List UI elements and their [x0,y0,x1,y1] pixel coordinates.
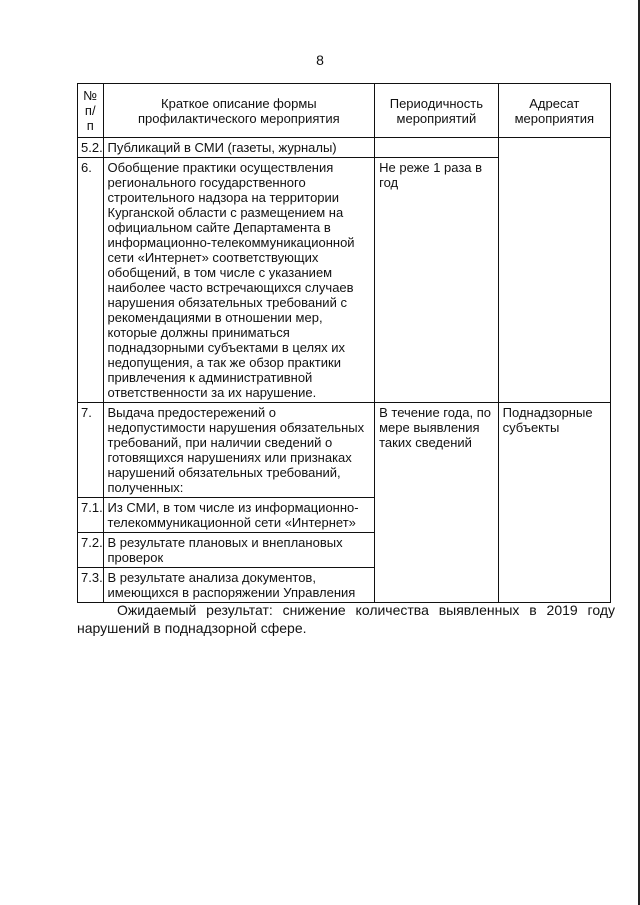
table-row [78,403,611,498]
header-num: № п/п [78,84,104,138]
row-periodicity-empty [375,138,499,158]
row-description: Выдача предостережений о недопустимости нарушения обязательных требований, при наличии сведений о готовящихся нарушениях или признаках нарушений обязательных требований, полученных: [103,403,375,498]
measures-table [77,83,611,603]
row-periodicity: В течение года, по мере выявления таких сведений [375,403,499,603]
expected-result-text: Ожидаемый результат: снижение количества выявленных в 2019 году нарушений в поднадзорной сфере. [77,602,615,636]
row-num: 7.1. [78,498,104,533]
header-description: Краткое описание формы профилактического мероприятия [103,84,375,138]
row-description: В результате плановых и внеплановых проверок [103,533,375,568]
header-periodicity: Периодичность мероприятий [375,84,499,138]
row-description: Обобщение практики осуществления регионального государственного строительного надзора на территории Курганской области с размещением на официальном сайте Департамента в информационно-телекоммуникационной сети «Интернет» соответствующих обобщений, в том числе с указанием наиболее часто встречающихся случаев нарушения обязательных требований с рекомендациями в отношении мер, которые должны приниматься поднадзорными субъектами в целях их недопущения, а так же обзор практики привлечения к административной ответственности за их нарушение. [103,158,375,403]
header-addressee: Адресат мероприятия [498,84,610,138]
row-periodicity: Не реже 1 раза в год [375,158,499,403]
row-addressee-empty [498,138,610,403]
row-description: В результате анализа документов, имеющихся в распоряжении Управления [103,568,375,603]
row-num: 7.3. [78,568,104,603]
expected-result [77,601,615,637]
page-number: 8 [316,52,324,68]
row-num: 7.2. [78,533,104,568]
table-header-row [78,84,611,138]
row-description: Публикаций в СМИ (газеты, журналы) [103,138,375,158]
row-description: Из СМИ, в том числе из информационно-телекоммуникационной сети «Интернет» [103,498,375,533]
row-num: 7. [78,403,104,498]
table-row [78,138,611,158]
row-addressee: Поднадзорные субъекты [498,403,610,603]
row-num: 5.2. [78,138,104,158]
row-num: 6. [78,158,104,403]
